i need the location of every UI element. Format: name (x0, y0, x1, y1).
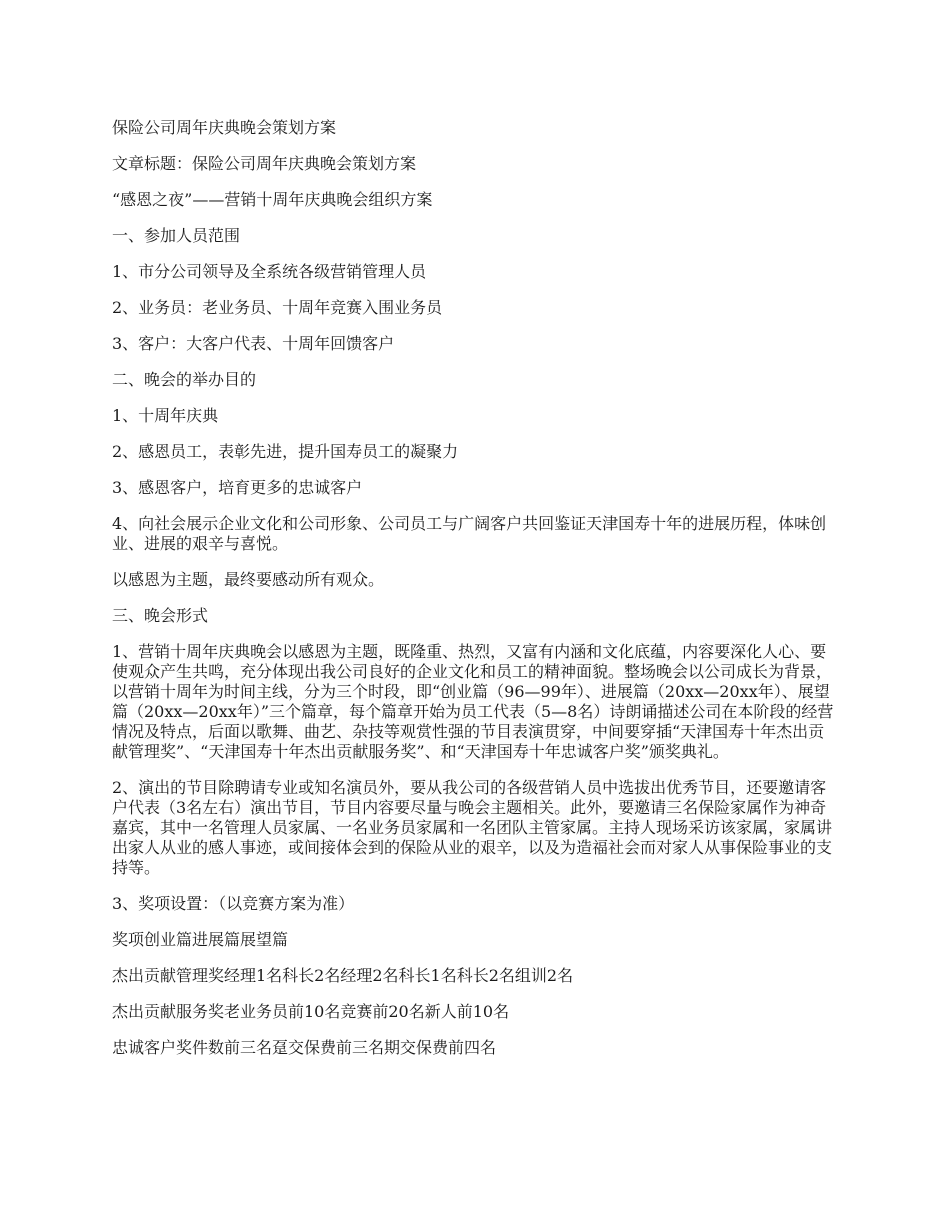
document-subtitle: “感恩之夜”——营销十周年庆典晚会组织方案 (112, 190, 433, 209)
list-item: 4、向社会展示企业文化和公司形象、公司员工与广阔客户共回鉴证天津国寿十年的进展历程，体味创业、进展的艰辛与喜悦。 (112, 514, 827, 553)
section-heading-format: 三、晚会形式 (112, 606, 209, 625)
list-item: 3、感恩客户，培育更多的忠诚客户 (112, 478, 363, 497)
article-title: 文章标题：保险公司周年庆典晚会策划方案 (112, 154, 417, 173)
document-title: 保险公司周年庆典晚会策划方案 (112, 118, 337, 137)
list-item: 3、客户：大客户代表、十周年回馈客户 (112, 334, 395, 353)
purpose-summary: 以感恩为主题，最终要感动所有观众。 (112, 570, 385, 589)
list-item: 1、十周年庆典 (112, 406, 219, 425)
list-item: 2、业务员：老业务员、十周年竞赛入围业务员 (112, 298, 443, 317)
section-heading-purpose: 二、晚会的举办目的 (112, 370, 257, 389)
award-row: 忠诚客户奖件数前三名趸交保费前三名期交保费前四名 (112, 1038, 497, 1057)
award-row: 杰出贡献管理奖经理1名科长2名经理2名科长1名科长2名组训2名 (112, 966, 574, 985)
format-paragraph-2: 2、演出的节目除聘请专业或知名演员外，要从我公司的各级营销人员中选拔出优秀节目，还要邀请客户代表（3名左右）演出节目，节目内容要尽量与晚会主题相关。此外，要邀请三名保险家属作为神奇嘉宾，其中一名管理人员家属、一名业务员家属和一名团队主管家属。主持人现场采访该家属，家属讲出家人从业的感人事迹，或间接体会到的保险从业的艰辛，以及为造福社会而对家人从事保险事业的支持等。 (112, 778, 833, 877)
list-item: 1、市分公司领导及全系统各级营销管理人员 (112, 262, 427, 281)
award-row: 奖项创业篇进展篇展望篇 (112, 930, 289, 949)
format-paragraph-1: 1、营销十周年庆典晚会以感恩为主题，既隆重、热烈，又富有内涵和文化底蕴，内容要深化人心、要使观众产生共鸣，充分体现出我公司良好的企业文化和员工的精神面貌。整场晚会以公司成长为背景，以营销十周年为时间主线，分为三个时段，即“创业篇（96—99年）、进展篇（20xx—20xx年）、展望篇（20xx—20xx年）”三个篇章，每个篇章开始为员工代表（5—8名）诗朗诵描述公司在本阶段的经营情况及特点，后面以歌舞、曲艺、杂技等观赏性强的节目表演贯穿，中间要穿插“天津国寿十年杰出贡献管理奖”、“天津国寿十年杰出贡献服务奖”、和“天津国寿十年忠诚客户奖”颁奖典礼。 (112, 642, 834, 761)
list-item: 2、感恩员工，表彰先进，提升国寿员工的凝聚力 (112, 442, 459, 461)
section-heading-participants: 一、参加人员范围 (112, 226, 241, 245)
awards-heading: 3、奖项设置：（以竞赛方案为准） (112, 894, 355, 913)
award-row: 杰出贡献服务奖老业务员前10名竞赛前20名新人前10名 (112, 1002, 510, 1021)
document-page (112, 118, 840, 1074)
